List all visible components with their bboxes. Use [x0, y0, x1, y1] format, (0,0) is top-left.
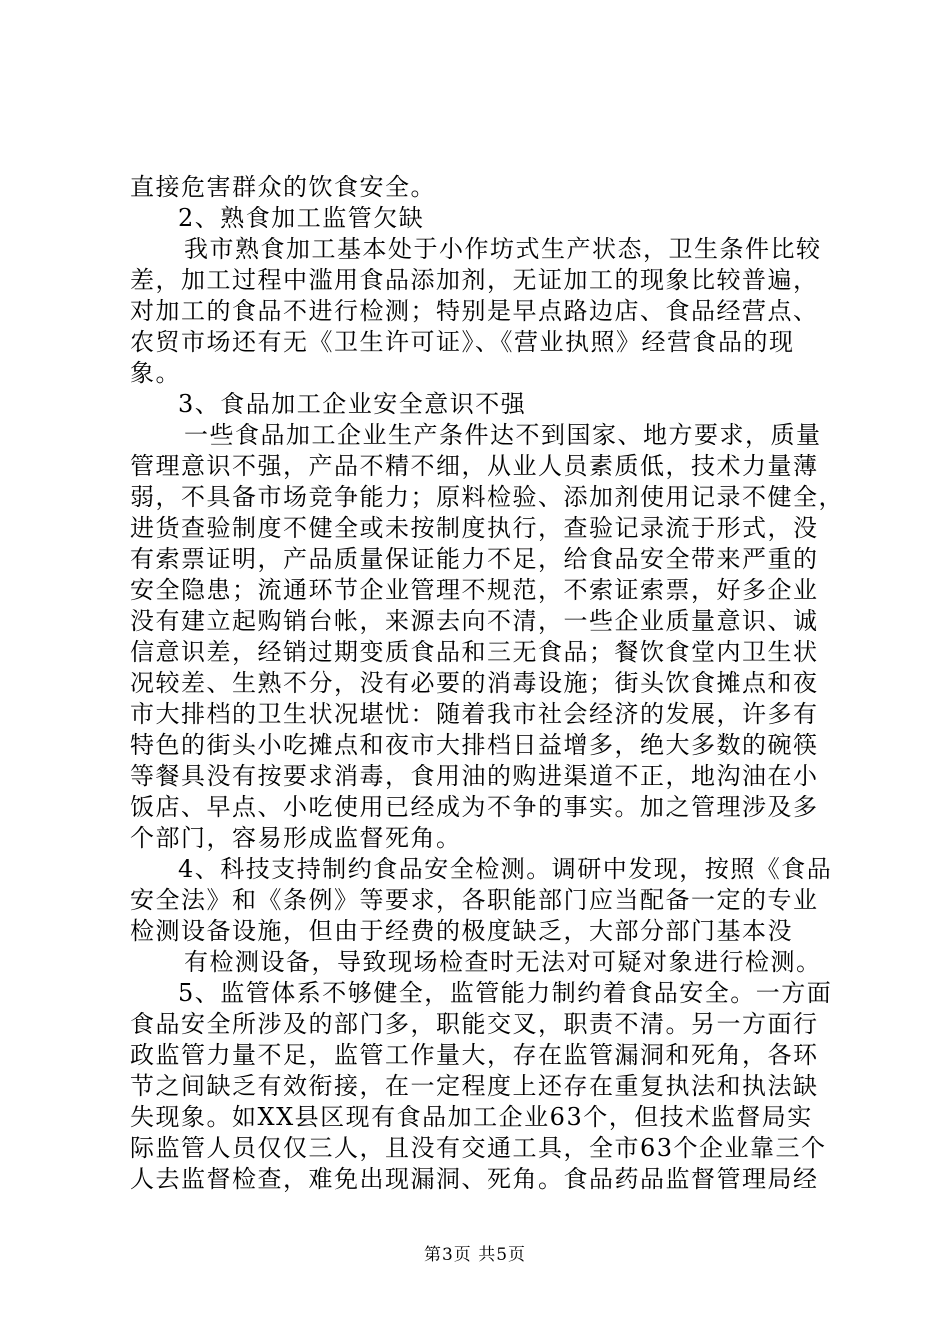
text-line: 弱，不具备市场竞争能力；原料检验、添加剂使用记录不健全， [130, 483, 844, 511]
text-line: 安全法》和《条例》等要求，各职能部门应当配备一定的专业 [130, 886, 819, 914]
text-line: 象。 [130, 359, 181, 387]
document-body [130, 172, 844, 1195]
section-paragraph-start: 5、监管体系不够健全，监管能力制约着食品安全。一方面 [178, 979, 833, 1007]
text-line: 一些食品加工企业生产条件达不到国家、地方要求，质量 [184, 421, 822, 449]
text-line: 差，加工过程中滥用食品添加剂，无证加工的现象比较普遍， [130, 266, 819, 294]
text-line: 特色的街头小吃摊点和夜市大排档日益增多，绝大多数的碗筷 [130, 731, 819, 759]
section-heading: 3、食品加工企业安全意识不强 [178, 390, 527, 418]
page-number: 第3页 共5页 [423, 1245, 527, 1265]
text-line: 检测设备设施，但由于经费的极度缺乏，大部分部门基本没 [130, 917, 793, 945]
text-line: 没有建立起购销台帐，来源去向不清，一些企业质量意识、诚 [130, 607, 819, 635]
section-heading: 2、熟食加工监管欠缺 [178, 204, 425, 232]
text-line: 节之间缺乏有效衔接，在一定程度上还存在重复执法和执法缺 [130, 1072, 819, 1100]
text-line: 直接危害群众的饮食安全。 [130, 173, 436, 201]
text-line: 有检测设备，导致现场检查时无法对可疑对象进行检测。 [184, 948, 822, 976]
text-line: 安全隐患；流通环节企业管理不规范，不索证索票，好多企业 [130, 576, 819, 604]
text-line: 饭店、早点、小吃使用已经成为不争的事实。加之管理涉及多 [130, 793, 819, 821]
text-line: 政监管力量不足，监管工作量大，存在监管漏洞和死角，各环 [130, 1041, 819, 1069]
text-line: 对加工的食品不进行检测；特别是早点路边店、食品经营点、 [130, 297, 819, 325]
text-line: 际监管人员仅仅三人，且没有交通工具，全市63个企业靠三个 [130, 1134, 827, 1162]
text-line: 农贸市场还有无《卫生许可证》、《营业执照》经营食品的现 [130, 328, 795, 356]
text-line: 我市熟食加工基本处于小作坊式生产状态，卫生条件比较 [184, 235, 822, 263]
text-line: 信意识差，经销过期变质食品和三无食品；餐饮食堂内卫生状 [130, 638, 819, 666]
text-line: 等餐具没有按要求消毒，食用油的购进渠道不正，地沟油在小 [130, 762, 819, 790]
text-line: 进货查验制度不健全或未按制度执行，查验记录流于形式，没 [130, 514, 819, 542]
text-line: 个部门，容易形成监督死角。 [130, 824, 462, 852]
text-line: 市大排档的卫生状况堪忧：随着我市社会经济的发展，许多有 [130, 700, 819, 728]
text-line: 管理意识不强，产品不精不细，从业人员素质低，技术力量薄 [130, 452, 819, 480]
section-paragraph-start: 4、科技支持制约食品安全检测。调研中发现，按照《食品 [178, 855, 833, 883]
text-line: 况较差、生熟不分，没有必要的消毒设施；街头饮食摊点和夜 [130, 669, 819, 697]
text-line: 人去监督检查，难免出现漏洞、死角。食品药品监督管理局经 [130, 1165, 819, 1193]
text-line: 有索票证明，产品质量保证能力不足，给食品安全带来严重的 [130, 545, 819, 573]
text-line: 失现象。如XX县区现有食品加工企业63个，但技术监督局实 [130, 1103, 813, 1131]
text-line: 食品安全所涉及的部门多，职能交叉，职责不清。另一方面行 [130, 1010, 819, 1038]
